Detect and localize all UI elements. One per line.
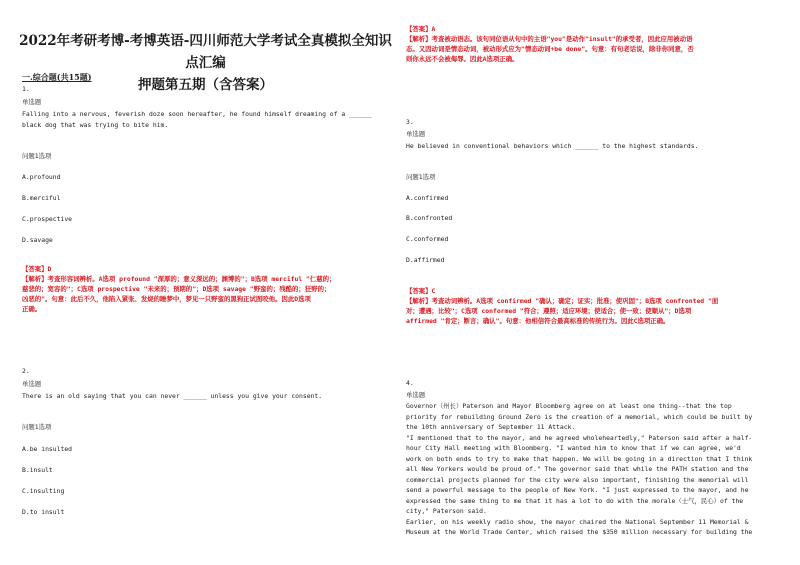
q1-type: 单选题 bbox=[22, 98, 42, 106]
q4-passage-line: send a powerful message to the people of New York. "I just expressed to the mayor, and he bbox=[406, 486, 749, 494]
q3-option-d: D.affirmed bbox=[406, 256, 445, 264]
q3-option-a: A.confirmed bbox=[406, 194, 449, 202]
q2-option-c: C.insulting bbox=[22, 487, 65, 495]
title-line-1: 2022年考研考博-考博英语-四川师范大学考试全真模拟全知识点汇编 bbox=[19, 33, 392, 71]
q2-option-b: B.insult bbox=[22, 466, 53, 474]
q1-stem-line-1: Falling into a nervous, feverish doze soon hereafter, he found himself dreaming of a ______ bbox=[22, 110, 373, 118]
q2-type: 单选题 bbox=[22, 380, 42, 388]
q1-stem-line-2: black dog that was trying to bite him. bbox=[22, 121, 169, 129]
q3-type: 单选题 bbox=[406, 130, 426, 138]
q1-option-a: A.profound bbox=[22, 173, 61, 181]
q2-options-label: 问题1选项 bbox=[22, 423, 52, 431]
q2-analysis-line: 【解析】考查被动语态。该句同位语从句中的主语"you"是动作"insult"的承受者，因此应用被动语 bbox=[406, 35, 693, 43]
q4-type: 单选题 bbox=[406, 391, 426, 399]
q2-answer: 【答案】A bbox=[406, 25, 436, 33]
q4-passage-line: priority for rebuilding Ground Zero is the creation of a memorial, which could be built by bbox=[406, 412, 753, 421]
q4-passage-line: hour City Hall meeting with Bloomberg. "I wanted him to know that if we can agree, we'd bbox=[406, 444, 741, 452]
q3-analysis-line: 【解析】考查动词辨析。A选项 confirmed "确认；确定；证实；批准；使巩固"；B选项 confronted "面 bbox=[406, 297, 719, 305]
q1-analysis-line: 【解析】考查形容词辨析。A选项 profound "深厚的；意义深远的；渊博的"；B选项 merciful "仁慈的； bbox=[22, 275, 336, 283]
q3-option-b: B.confronted bbox=[406, 214, 453, 222]
q1-options-label: 问题1选项 bbox=[22, 152, 52, 160]
q1-option-c: C.prospective bbox=[22, 215, 73, 223]
q4-passage-line: Museum at the World Trade Center, which raised the $350 million necessary for building the bbox=[406, 528, 753, 536]
q3-answer: 【答案】C bbox=[406, 287, 436, 295]
q4-passage-line: commercial projects planned for the city were also important, finishing the memorial will bbox=[406, 475, 749, 484]
section-heading: 一.综合题(共15题) bbox=[22, 72, 92, 82]
q2-option-d: D.to insult bbox=[22, 508, 65, 516]
q3-stem: He believed in conventional behaviors which ______ to the highest standards. bbox=[406, 142, 699, 150]
q4-passage-line: the 10th anniversary of September 11 Attack. bbox=[406, 423, 576, 431]
q1-option-d: D.savage bbox=[22, 236, 53, 244]
q2-analysis-line: 态。又因动词是情态动词，被动形式应为"情态动词+be done"。句意：有句老话说，除非你同意，否 bbox=[406, 45, 694, 53]
q4-passage-line: Earlier, on his weekly radio show, the mayor chaired the National September 11 Memorial & bbox=[406, 517, 749, 526]
q2-number: 2. bbox=[22, 367, 30, 375]
title-line-2: 押题第五期（含答案） bbox=[138, 77, 273, 93]
q3-number: 3. bbox=[406, 118, 414, 126]
q1-number: 1. bbox=[22, 85, 30, 93]
q4-passage bbox=[406, 401, 778, 538]
q4-number: 4. bbox=[406, 379, 414, 387]
q3-analysis-line: 对；遭遇；比较"；C选项 conformed "符合；遵照；适应环境；使适合；使一致；使顺从"；D选项 bbox=[406, 307, 692, 315]
q1-answer-block bbox=[22, 264, 392, 314]
q1-analysis-line: 慈悲的；宽容的"；C选项 prospective "未来的；预期的"；D选项 savage "野蛮的；残酷的；狂野的； bbox=[22, 285, 331, 293]
q1-option-b: B.merciful bbox=[22, 194, 61, 202]
q2-option-a: A.be insulted bbox=[22, 445, 73, 453]
q2-stem: There is an old saying that you can never ______ unless you give your consent. bbox=[22, 392, 323, 400]
q2-answer-block bbox=[406, 24, 778, 64]
q4-passage-line: work on both ends to try to make that happen. We will be going in a direction that I think bbox=[406, 454, 753, 463]
q4-passage-line: "I mentioned that to the mayor, and he agreed wholeheartedly," Paterson said after a half- bbox=[406, 433, 753, 442]
q3-analysis-line: affirmed "肯定；断言；确认"。句意：他相信符合最高标准的传统行为。因此C选项正确。 bbox=[406, 317, 670, 325]
q2-analysis-line: 则你永远不会被侮辱。因此A选项正确。 bbox=[406, 55, 519, 63]
q1-analysis-line: 正确。 bbox=[22, 305, 42, 313]
q3-options-label: 问题1选项 bbox=[406, 173, 436, 181]
q3-answer-block bbox=[406, 286, 778, 326]
q1-answer: 【答案】D bbox=[22, 265, 52, 273]
q4-passage-line: Governor（州长）Paterson and Mayor Bloomberg agree on at least one thing--that the top bbox=[406, 402, 732, 410]
q4-passage-line: expressed the same thing to me that it has a lot to do with the morale（士气，民心）of the bbox=[406, 496, 744, 505]
document-title bbox=[18, 30, 393, 96]
q4-passage-line: city," Paterson said. bbox=[406, 507, 487, 515]
q1-analysis-line: 凶恶的"。句意：此后不久，他陷入紧张、发烧的睡梦中，梦见一只野蛮的黑狗正试图咬他。因此D选项 bbox=[22, 295, 311, 303]
q3-option-c: C.conformed bbox=[406, 235, 449, 243]
q4-passage-line: all New Yorkers would be proud of." The governor said that while the PATH station and the bbox=[406, 465, 749, 473]
